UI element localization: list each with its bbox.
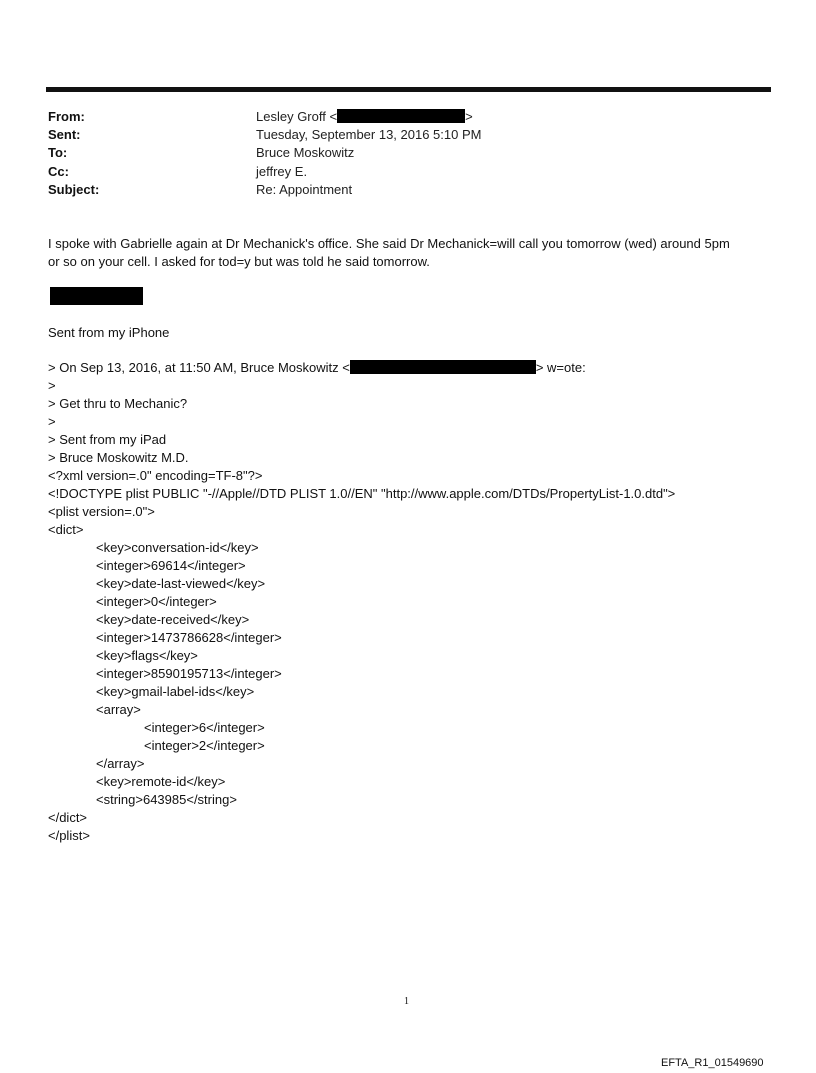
from-name: Lesley Groff < (256, 109, 338, 124)
plist-line: <integer>1473786628</integer> (96, 630, 282, 645)
plist-line: <array> (96, 702, 141, 717)
quote-line: > (48, 378, 56, 393)
plist-line: <!DOCTYPE plist PUBLIC "-//Apple//DTD PLIST 1.0//EN" "http://www.apple.com/DTDs/PropertyList-1.0.dtd"> (48, 486, 676, 501)
sent-from-line: Sent from my iPhone (48, 325, 170, 340)
quote-line: > Sent from my iPad (48, 432, 167, 447)
plist-line: </dict> (48, 810, 88, 825)
subject-value: Re: Appointment (256, 181, 353, 197)
redacted-email (337, 109, 465, 123)
plist-line: <integer>8590195713</integer> (96, 666, 282, 681)
cc-value: jeffrey E. (256, 163, 308, 179)
quoted-message (48, 359, 675, 845)
quote-line: > (48, 414, 56, 429)
redacted-email (350, 360, 536, 374)
quote-intro: > On Sep 13, 2016, at 11:50 AM, Bruce Moskowitz < (48, 360, 350, 375)
sent-label: Sent: (48, 127, 81, 143)
plist-line: <integer>69614</integer> (96, 558, 246, 573)
plist-line: </plist> (48, 828, 90, 843)
quote-line: > Bruce Moskowitz M.D. (48, 450, 189, 465)
plist-line: <plist version=.0"> (48, 504, 155, 519)
plist-block (48, 467, 675, 845)
bates-number: EFTA_R1_01549690 (661, 1057, 764, 1069)
from-label: From: (48, 109, 85, 124)
plist-line: <dict> (48, 522, 84, 537)
plist-line: <key>flags</key> (96, 648, 198, 663)
plist-line: <integer>2</integer> (144, 738, 265, 753)
from-close: > (465, 109, 473, 124)
quote-line (48, 359, 675, 377)
plist-line: <integer>6</integer> (144, 720, 265, 735)
quote-intro-end: > w=ote: (535, 360, 586, 375)
cc-label: Cc: (48, 163, 69, 179)
plist-line: <key>gmail-label-ids</key> (96, 684, 255, 699)
subject-label: Subject: (48, 181, 100, 197)
header-rule (46, 87, 771, 92)
page-number: 1 (404, 996, 409, 1007)
plist-line: <?xml version=.0" encoding=TF-8"?> (48, 468, 263, 483)
plist-line: <integer>0</integer> (96, 594, 217, 609)
to-value: Bruce Moskowitz (256, 145, 355, 161)
plist-line: <key>date-received</key> (96, 612, 250, 627)
plist-line: <key>remote-id</key> (96, 774, 226, 789)
plist-line: <key>conversation-id</key> (96, 540, 259, 555)
plist-line: </array> (96, 756, 145, 771)
message-body (48, 235, 768, 271)
plist-line: <string>643985</string> (96, 792, 237, 807)
plist-line: <key>date-last-viewed</key> (96, 576, 266, 591)
body-line-1: I spoke with Gabrielle again at Dr Mechanick's office. She said Dr Mechanick=will call you tomorrow (wed) around 5pm (48, 236, 730, 251)
quote-line: > Get thru to Mechanic? (48, 396, 188, 411)
body-line-2: or so on your cell. I asked for tod=y but was told he said tomorrow. (48, 254, 430, 269)
to-label: To: (48, 145, 68, 161)
redacted-signature (50, 287, 143, 305)
from-value (256, 108, 473, 126)
sent-value: Tuesday, September 13, 2016 5:10 PM (256, 127, 482, 143)
